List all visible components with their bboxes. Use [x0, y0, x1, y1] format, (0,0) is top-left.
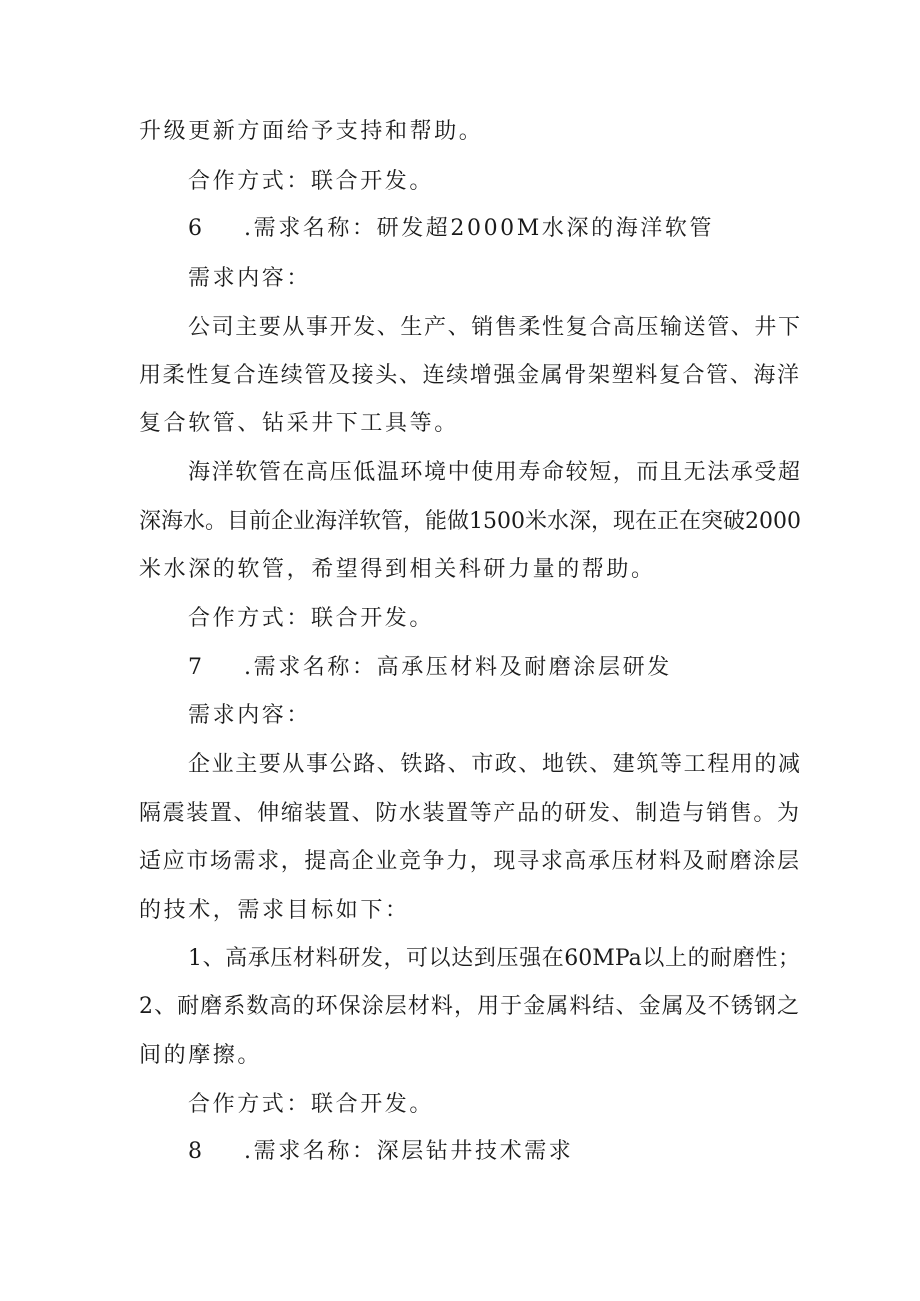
item-number: 7	[188, 655, 205, 680]
paragraph-line	[139, 799, 799, 829]
paragraph-line	[139, 847, 799, 877]
text-line: 合作方式：联合开发。	[188, 606, 435, 631]
text-line: 用柔性复合连续管及接头、连续增强金属骨架塑料复合管、海洋	[139, 363, 799, 388]
text-line: 企业主要从事公路、铁路、市政、地铁、建筑等工程用的减	[188, 752, 800, 777]
paragraph-line	[139, 409, 799, 439]
text-line: 升级更新方面给予支持和帮助。	[139, 119, 484, 144]
text-line: 隔震装置、伸缩装置、防水装置等产品的研发、制造与销售。为	[139, 801, 799, 826]
text-line: 需求内容：	[188, 266, 312, 291]
paragraph-line	[188, 944, 800, 974]
paragraph-line	[139, 361, 799, 391]
text-line: 的技术，需求目标如下：	[139, 898, 410, 923]
item-heading-6	[188, 214, 800, 244]
text-line: 2、耐磨系数高的环保涂层材料，用于金属料结、金属及不锈钢之	[139, 994, 799, 1019]
item-prefix: .	[244, 655, 254, 680]
item-number: 8	[188, 1139, 205, 1164]
paragraph-line	[188, 750, 800, 780]
paragraph-line	[139, 896, 799, 926]
item-prefix: .	[244, 1139, 254, 1164]
cooperation-line	[188, 604, 800, 634]
cooperation-line	[188, 167, 800, 197]
text-line: 海洋软管在高压低温环境中使用寿命较短，而且无法承受超	[188, 460, 800, 485]
paragraph-line	[139, 1041, 799, 1071]
paragraph-line	[188, 458, 800, 488]
content-label	[188, 701, 800, 731]
paragraph-line	[139, 555, 799, 585]
item-prefix: .	[244, 216, 254, 241]
text-line: 米水深的软管，希望得到相关科研力量的帮助。	[139, 557, 656, 582]
paragraph-line	[139, 507, 799, 537]
paragraph-line	[139, 992, 799, 1022]
cooperation-line	[188, 1090, 800, 1120]
content-label	[188, 264, 800, 294]
text-line: 合作方式：联合开发。	[188, 169, 435, 194]
text-line: 1、高承压材料研发，可以达到压强在60MPa以上的耐磨性；	[188, 946, 800, 971]
item-heading-8	[188, 1137, 800, 1167]
text-line: 适应市场需求，提高企业竞争力，现寻求高承压材料及耐磨涂层	[139, 849, 799, 874]
paragraph-line	[188, 313, 800, 343]
item-number: 6	[188, 216, 205, 241]
paragraph-line	[139, 117, 799, 147]
text-line: 复合软管、钻采井下工具等。	[139, 411, 459, 436]
text-line: 合作方式：联合开发。	[188, 1092, 435, 1117]
item-title: 需求名称：高承压材料及耐磨涂层研发	[253, 655, 672, 680]
item-heading-7	[188, 653, 800, 683]
text-line: 深海水。目前企业海洋软管，能做1500米水深，现在正在突破2000	[139, 509, 801, 534]
text-line: 间的摩擦。	[139, 1043, 263, 1068]
item-title: 需求名称：研发超2000M水深的海洋软管	[253, 216, 715, 241]
text-line: 公司主要从事开发、生产、销售柔性复合高压输送管、井下	[188, 315, 800, 340]
item-title: 需求名称：深层钻井技术需求	[253, 1139, 574, 1164]
text-line: 需求内容：	[188, 703, 312, 728]
